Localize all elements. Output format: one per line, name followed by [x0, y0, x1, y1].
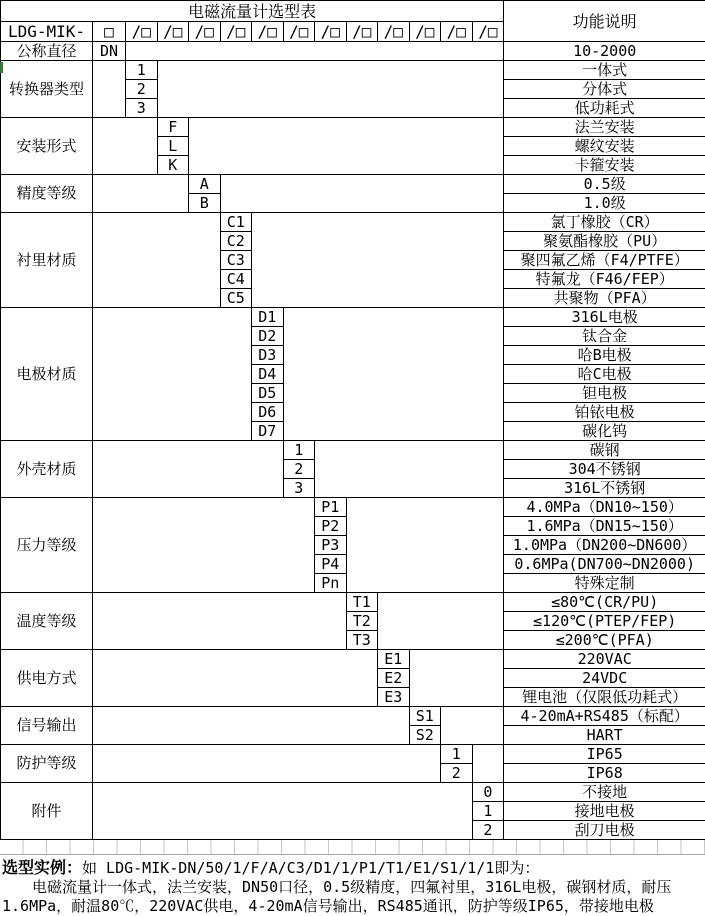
desc-cell-temperature-2: ≤120℃(PTEP/FEP)	[504, 612, 705, 631]
category-label-electrode: 电极材质	[1, 308, 93, 441]
model-slot-cell-12: /□	[472, 22, 504, 42]
desc-cell-electrode-4: 哈C电极	[504, 365, 705, 384]
merged-blank-cell	[93, 745, 441, 783]
code-cell-signal-output-S2: S2	[409, 726, 441, 745]
block-row-converter-type	[1, 61, 705, 80]
desc-cell-power-supply-1: 220VAC	[504, 650, 705, 669]
dn-row	[1, 42, 705, 61]
block-row-housing	[1, 441, 705, 460]
desc-cell-installation-1: 法兰安装	[504, 118, 705, 137]
desc-cell-power-supply-3: 锂电池（仅限低功耗式）	[504, 688, 705, 707]
code-cell-signal-output-S1: S1	[409, 707, 441, 726]
desc-cell-housing-3: 316L不锈钢	[504, 479, 705, 498]
category-label-signal-output: 信号输出	[1, 707, 93, 745]
code-cell-installation-F: F	[157, 118, 189, 137]
code-cell-housing-1: 1	[283, 441, 315, 460]
model-slot-cell-6: /□	[283, 22, 315, 42]
code-cell-electrode-D1: D1	[252, 308, 284, 327]
merged-blank-cell	[93, 308, 252, 441]
code-cell-lining-C5: C5	[220, 289, 252, 308]
desc-cell-housing-2: 304不锈钢	[504, 460, 705, 479]
merged-blank-cell	[93, 175, 189, 213]
block-row-accuracy	[1, 175, 705, 194]
model-slot-cell-1: /□	[126, 22, 158, 42]
dn-desc-cell: 10-2000	[504, 42, 705, 61]
code-cell-accessory-1: 1	[472, 802, 504, 821]
desc-cell-pressure-4: 0.6MPa(DN700~DN2000)	[504, 555, 705, 574]
code-cell-installation-L: L	[157, 137, 189, 156]
desc-cell-accessory-1: 不接地	[504, 783, 705, 802]
merged-blank-cell	[126, 42, 504, 61]
code-cell-converter-type-1: 1	[126, 61, 158, 80]
code-cell-pressure-P3: P3	[315, 536, 347, 555]
merged-blank-cell	[93, 593, 347, 650]
table-title: 电磁流量计选型表	[1, 1, 504, 22]
code-cell-temperature-T2: T2	[346, 612, 378, 631]
block-row-installation	[1, 118, 705, 137]
desc-cell-electrode-2: 钛合金	[504, 327, 705, 346]
example-description: 电磁流量计一体式，法兰安装，DN50口径，0.5级精度，四氟衬里，316L电极，碳钢材质，耐压1.6MPa，耐温80℃，220VAC供电，4-20mA信号输出，RS485通讯，防护等级IP65，带接地电极	[2, 878, 672, 915]
code-cell-pressure-P2: P2	[315, 517, 347, 536]
category-label-temperature: 温度等级	[1, 593, 93, 650]
code-cell-lining-C1: C1	[220, 213, 252, 232]
model-slot-cell-2: /□	[157, 22, 189, 42]
code-cell-electrode-D4: D4	[252, 365, 284, 384]
merged-blank-cell	[93, 783, 473, 840]
category-label-installation: 安装形式	[1, 118, 93, 175]
desc-cell-electrode-1: 316L电极	[504, 308, 705, 327]
block-row-pressure	[1, 498, 705, 517]
desc-cell-electrode-3: 哈B电极	[504, 346, 705, 365]
desc-cell-installation-2: 螺纹安装	[504, 137, 705, 156]
merged-blank-cell	[315, 441, 504, 498]
code-cell-housing-2: 2	[283, 460, 315, 479]
merged-blank-cell	[346, 498, 504, 593]
function-column-header: 功能说明	[504, 1, 705, 42]
example-label: 选型实例：	[2, 858, 83, 877]
desc-cell-converter-type-2: 分体式	[504, 80, 705, 99]
model-slot-cell-7: /□	[315, 22, 347, 42]
code-cell-pressure-P1: P1	[315, 498, 347, 517]
block-row-accessory	[1, 783, 705, 802]
code-cell-accuracy-A: A	[189, 175, 221, 194]
model-slot-cell-10: /□	[409, 22, 441, 42]
desc-cell-temperature-3: ≤200℃(PFA)	[504, 631, 705, 650]
table-header-row	[1, 1, 705, 22]
desc-cell-installation-3: 卡箍安装	[504, 156, 705, 175]
code-cell-installation-K: K	[157, 156, 189, 175]
example-model-string: 如 LDG-MIK-DN/50/1/F/A/C3/D1/1/P1/T1/E1/S1/1/1即为：	[82, 859, 540, 877]
merged-blank-cell	[157, 61, 504, 118]
code-cell-converter-type-2: 2	[126, 80, 158, 99]
code-cell-power-supply-E3: E3	[378, 688, 410, 707]
code-cell-electrode-D7: D7	[252, 422, 284, 441]
code-cell-electrode-D3: D3	[252, 346, 284, 365]
desc-cell-signal-output-2: HART	[504, 726, 705, 745]
code-cell-converter-type-3: 3	[126, 99, 158, 118]
dn-label: 公称直径	[1, 42, 93, 61]
merged-blank-cell	[93, 213, 221, 308]
artifact-green-mark	[0, 62, 3, 73]
category-label-housing: 外壳材质	[1, 441, 93, 498]
code-cell-electrode-D5: D5	[252, 384, 284, 403]
desc-cell-electrode-5: 钽电极	[504, 384, 705, 403]
model-box-cell: □	[93, 22, 126, 42]
example-heading-line	[2, 858, 703, 878]
block-row-electrode	[1, 308, 705, 327]
model-prefix: LDG-MIK-	[1, 22, 93, 42]
code-cell-housing-3: 3	[283, 479, 315, 498]
model-slot-cell-9: /□	[378, 22, 410, 42]
block-row-power-supply	[1, 650, 705, 669]
code-cell-lining-C3: C3	[220, 251, 252, 270]
code-cell-temperature-T1: T1	[346, 593, 378, 612]
desc-cell-pressure-2: 1.6MPa（DN15~150）	[504, 517, 705, 536]
selection-example	[0, 855, 705, 916]
model-slot-cell-8: /□	[346, 22, 378, 42]
code-cell-accuracy-B: B	[189, 194, 221, 213]
desc-cell-protection-1: IP65	[504, 745, 705, 764]
desc-cell-accessory-3: 刮刀电极	[504, 821, 705, 840]
category-label-lining: 衬里材质	[1, 213, 93, 308]
merged-blank-cell	[93, 498, 315, 593]
merged-blank-cell	[472, 745, 504, 783]
model-slot-cell-11: /□	[441, 22, 473, 42]
model-slot-cell-4: /□	[220, 22, 252, 42]
desc-cell-accuracy-2: 1.0级	[504, 194, 705, 213]
merged-blank-cell	[93, 707, 410, 745]
spreadsheet-gridline-strip	[0, 840, 705, 855]
desc-cell-power-supply-2: 24VDC	[504, 669, 705, 688]
category-label-accuracy: 精度等级	[1, 175, 93, 213]
desc-cell-pressure-5: 特殊定制	[504, 574, 705, 593]
desc-cell-lining-2: 聚氨酯橡胶（PU）	[504, 232, 705, 251]
merged-blank-cell	[220, 175, 504, 213]
desc-cell-lining-3: 聚四氟乙烯（F4/PTFE）	[504, 251, 705, 270]
desc-cell-housing-1: 碳钢	[504, 441, 705, 460]
merged-blank-cell	[93, 650, 378, 707]
code-cell-electrode-D2: D2	[252, 327, 284, 346]
desc-cell-lining-1: 氯丁橡胶（CR）	[504, 213, 705, 232]
code-cell-pressure-P4: P4	[315, 555, 347, 574]
desc-cell-signal-output-1: 4-20mA+RS485（标配）	[504, 707, 705, 726]
desc-cell-electrode-7: 碳化钨	[504, 422, 705, 441]
code-cell-power-supply-E1: E1	[378, 650, 410, 669]
category-label-protection: 防护等级	[1, 745, 93, 783]
dn-code-cell: DN	[93, 42, 126, 61]
code-cell-accessory-2: 2	[472, 821, 504, 840]
merged-blank-cell	[93, 118, 158, 175]
block-row-signal-output	[1, 707, 705, 726]
code-cell-lining-C2: C2	[220, 232, 252, 251]
merged-blank-cell	[189, 118, 504, 175]
merged-blank-cell	[252, 213, 504, 308]
desc-cell-protection-2: IP68	[504, 764, 705, 783]
merged-blank-cell	[283, 308, 504, 441]
category-label-pressure: 压力等级	[1, 498, 93, 593]
code-cell-power-supply-E2: E2	[378, 669, 410, 688]
block-row-temperature	[1, 593, 705, 612]
desc-cell-electrode-6: 铂铱电极	[504, 403, 705, 422]
category-label-accessory: 附件	[1, 783, 93, 840]
desc-cell-pressure-1: 4.0MPa（DN10~150）	[504, 498, 705, 517]
merged-blank-cell	[93, 61, 126, 118]
desc-cell-converter-type-3: 低功耗式	[504, 99, 705, 118]
desc-cell-converter-type-1: 一体式	[504, 61, 705, 80]
block-row-lining	[1, 213, 705, 232]
code-cell-protection-2: 2	[441, 764, 473, 783]
desc-cell-lining-4: 特氟龙（F46/FEP）	[504, 270, 705, 289]
category-label-power-supply: 供电方式	[1, 650, 93, 707]
merged-blank-cell	[378, 593, 504, 650]
merged-blank-cell	[441, 707, 504, 745]
desc-cell-temperature-1: ≤80℃(CR/PU)	[504, 593, 705, 612]
desc-cell-pressure-3: 1.0MPa（DN200~DN600）	[504, 536, 705, 555]
category-label-converter-type: 转换器类型	[1, 61, 93, 118]
code-cell-temperature-T3: T3	[346, 631, 378, 650]
code-cell-accessory-0: 0	[472, 783, 504, 802]
model-slot-cell-3: /□	[189, 22, 221, 42]
desc-cell-lining-5: 共聚物（PFA）	[504, 289, 705, 308]
model-slot-cell-5: /□	[252, 22, 284, 42]
code-cell-lining-C4: C4	[220, 270, 252, 289]
code-cell-electrode-D6: D6	[252, 403, 284, 422]
desc-cell-accuracy-1: 0.5级	[504, 175, 705, 194]
code-cell-pressure-Pn: Pn	[315, 574, 347, 593]
merged-blank-cell	[93, 441, 284, 498]
code-cell-protection-1: 1	[441, 745, 473, 764]
block-row-protection	[1, 745, 705, 764]
merged-blank-cell	[409, 650, 504, 707]
desc-cell-accessory-2: 接地电极	[504, 802, 705, 821]
